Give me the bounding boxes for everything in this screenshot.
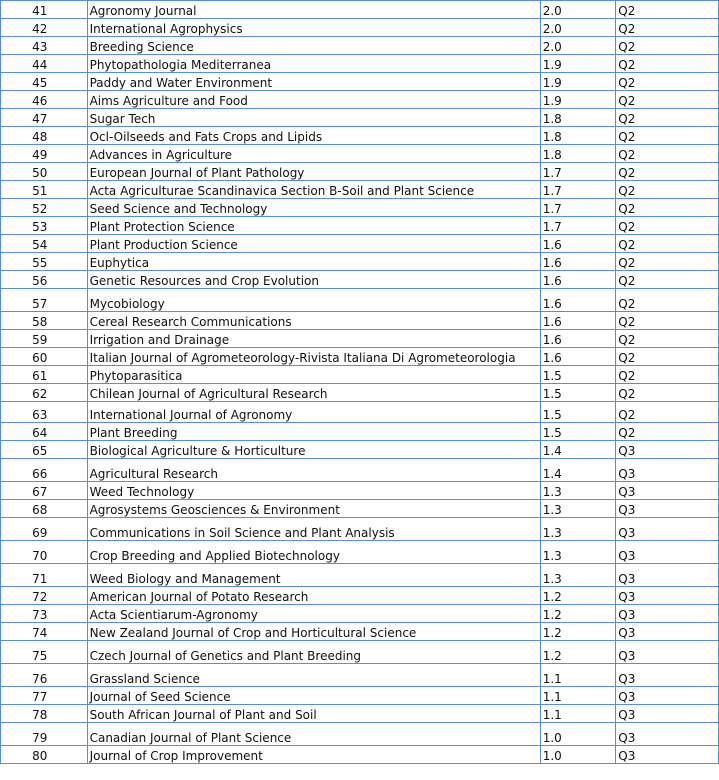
rank-cell: 44	[1, 55, 88, 73]
table-row	[1, 163, 719, 181]
rank-cell: 61	[1, 366, 88, 384]
quartile-cell: Q2	[616, 19, 719, 37]
table-row	[1, 641, 719, 664]
rank-cell: 45	[1, 73, 88, 91]
factor-cell: 1.0	[540, 746, 616, 764]
table-row	[1, 623, 719, 641]
quartile-cell: Q3	[616, 587, 719, 605]
table-row	[1, 482, 719, 500]
rank-cell: 49	[1, 145, 88, 163]
rank-cell: 72	[1, 587, 88, 605]
table-row	[1, 37, 719, 55]
quartile-cell: Q2	[616, 217, 719, 235]
journal-cell: Chilean Journal of Agricultural Research	[87, 384, 540, 402]
table-row	[1, 705, 719, 723]
factor-cell: 1.7	[540, 163, 616, 181]
rank-cell: 79	[1, 723, 88, 746]
journal-cell: New Zealand Journal of Crop and Horticultural Science	[87, 623, 540, 641]
quartile-cell: Q2	[616, 145, 719, 163]
factor-cell: 1.7	[540, 199, 616, 217]
factor-cell: 1.9	[540, 55, 616, 73]
table-row	[1, 723, 719, 746]
table-row	[1, 541, 719, 564]
factor-cell: 1.8	[540, 127, 616, 145]
table-row	[1, 384, 719, 402]
journal-cell: Irrigation and Drainage	[87, 330, 540, 348]
factor-cell: 2.0	[540, 37, 616, 55]
rank-cell: 60	[1, 348, 88, 366]
journal-cell: International Journal of Agronomy	[87, 402, 540, 423]
journal-cell: Acta Scientiarum-Agronomy	[87, 605, 540, 623]
factor-cell: 1.6	[540, 348, 616, 366]
journal-cell: Phytoparasitica	[87, 366, 540, 384]
quartile-cell: Q2	[616, 348, 719, 366]
journal-cell: Weed Biology and Management	[87, 564, 540, 587]
factor-cell: 1.5	[540, 384, 616, 402]
quartile-cell: Q2	[616, 199, 719, 217]
table-row	[1, 330, 719, 348]
quartile-cell: Q3	[616, 641, 719, 664]
quartile-cell: Q2	[616, 402, 719, 423]
factor-cell: 1.0	[540, 723, 616, 746]
factor-cell: 1.5	[540, 402, 616, 423]
rank-cell: 58	[1, 312, 88, 330]
table-row	[1, 1, 719, 19]
table-row	[1, 91, 719, 109]
quartile-cell: Q2	[616, 127, 719, 145]
quartile-cell: Q3	[616, 605, 719, 623]
rank-cell: 64	[1, 423, 88, 441]
quartile-cell: Q3	[616, 687, 719, 705]
quartile-cell: Q3	[616, 664, 719, 687]
table-row	[1, 55, 719, 73]
table-row	[1, 73, 719, 91]
rank-cell: 47	[1, 109, 88, 127]
factor-cell: 1.1	[540, 705, 616, 723]
factor-cell: 1.4	[540, 459, 616, 482]
journal-cell: Advances in Agriculture	[87, 145, 540, 163]
factor-cell: 1.3	[540, 518, 616, 541]
factor-cell: 2.0	[540, 19, 616, 37]
factor-cell: 1.2	[540, 623, 616, 641]
table-row	[1, 109, 719, 127]
table-row	[1, 145, 719, 163]
journal-cell: Phytopathologia Mediterranea	[87, 55, 540, 73]
journal-cell: Plant Production Science	[87, 235, 540, 253]
rank-cell: 77	[1, 687, 88, 705]
journal-cell: Mycobiology	[87, 289, 540, 312]
quartile-cell: Q2	[616, 271, 719, 289]
journal-cell: South African Journal of Plant and Soil	[87, 705, 540, 723]
factor-cell: 1.3	[540, 541, 616, 564]
rank-cell: 70	[1, 541, 88, 564]
quartile-cell: Q2	[616, 235, 719, 253]
journal-cell: Breeding Science	[87, 37, 540, 55]
factor-cell: 1.7	[540, 181, 616, 199]
factor-cell: 1.6	[540, 312, 616, 330]
quartile-cell: Q2	[616, 163, 719, 181]
table-row	[1, 746, 719, 764]
quartile-cell: Q2	[616, 384, 719, 402]
rank-cell: 56	[1, 271, 88, 289]
quartile-cell: Q2	[616, 289, 719, 312]
table-row	[1, 564, 719, 587]
table-row	[1, 687, 719, 705]
rank-cell: 63	[1, 402, 88, 423]
quartile-cell: Q2	[616, 312, 719, 330]
journal-cell: Crop Breeding and Applied Biotechnology	[87, 541, 540, 564]
journal-cell: Ocl-Oilseeds and Fats Crops and Lipids	[87, 127, 540, 145]
rank-cell: 57	[1, 289, 88, 312]
quartile-cell: Q2	[616, 253, 719, 271]
quartile-cell: Q3	[616, 623, 719, 641]
quartile-cell: Q3	[616, 500, 719, 518]
rank-cell: 42	[1, 19, 88, 37]
quartile-cell: Q2	[616, 109, 719, 127]
factor-cell: 1.5	[540, 366, 616, 384]
journal-cell: Journal of Crop Improvement	[87, 746, 540, 764]
rank-cell: 69	[1, 518, 88, 541]
journal-cell: Italian Journal of Agrometeorology-Rivista Italiana Di Agrometeorologia	[87, 348, 540, 366]
rank-cell: 59	[1, 330, 88, 348]
factor-cell: 1.3	[540, 564, 616, 587]
journal-cell: Aims Agriculture and Food	[87, 91, 540, 109]
rank-cell: 50	[1, 163, 88, 181]
factor-cell: 1.5	[540, 423, 616, 441]
journal-cell: Acta Agriculturae Scandinavica Section B-Soil and Plant Science	[87, 181, 540, 199]
rank-cell: 65	[1, 441, 88, 459]
quartile-cell: Q2	[616, 73, 719, 91]
table-row	[1, 402, 719, 423]
rank-cell: 54	[1, 235, 88, 253]
journal-cell: Seed Science and Technology	[87, 199, 540, 217]
journal-cell: Genetic Resources and Crop Evolution	[87, 271, 540, 289]
table-row	[1, 199, 719, 217]
quartile-cell: Q3	[616, 746, 719, 764]
table-row	[1, 664, 719, 687]
journal-cell: Agricultural Research	[87, 459, 540, 482]
journal-cell: Euphytica	[87, 253, 540, 271]
factor-cell: 1.9	[540, 73, 616, 91]
rank-cell: 75	[1, 641, 88, 664]
rank-cell: 73	[1, 605, 88, 623]
quartile-cell: Q2	[616, 423, 719, 441]
rank-cell: 71	[1, 564, 88, 587]
rank-cell: 66	[1, 459, 88, 482]
table-row	[1, 181, 719, 199]
journal-cell: Journal of Seed Science	[87, 687, 540, 705]
rank-cell: 52	[1, 199, 88, 217]
table-row	[1, 500, 719, 518]
journal-cell: Biological Agriculture & Horticulture	[87, 441, 540, 459]
table-row	[1, 441, 719, 459]
quartile-cell: Q3	[616, 459, 719, 482]
journal-cell: Plant Protection Science	[87, 217, 540, 235]
table-row	[1, 605, 719, 623]
rank-cell: 46	[1, 91, 88, 109]
rank-cell: 62	[1, 384, 88, 402]
factor-cell: 1.2	[540, 587, 616, 605]
journal-cell: Sugar Tech	[87, 109, 540, 127]
quartile-cell: Q2	[616, 366, 719, 384]
rank-cell: 67	[1, 482, 88, 500]
quartile-cell: Q3	[616, 564, 719, 587]
quartile-cell: Q2	[616, 181, 719, 199]
factor-cell: 1.8	[540, 145, 616, 163]
rank-cell: 74	[1, 623, 88, 641]
table-row	[1, 423, 719, 441]
journal-cell: Paddy and Water Environment	[87, 73, 540, 91]
table-row	[1, 348, 719, 366]
factor-cell: 1.3	[540, 482, 616, 500]
rank-cell: 55	[1, 253, 88, 271]
journal-cell: International Agrophysics	[87, 19, 540, 37]
quartile-cell: Q2	[616, 1, 719, 19]
rank-cell: 68	[1, 500, 88, 518]
factor-cell: 1.9	[540, 91, 616, 109]
quartile-cell: Q2	[616, 37, 719, 55]
rank-cell: 76	[1, 664, 88, 687]
quartile-cell: Q3	[616, 441, 719, 459]
table-row	[1, 312, 719, 330]
rank-cell: 78	[1, 705, 88, 723]
table-row	[1, 366, 719, 384]
quartile-cell: Q3	[616, 518, 719, 541]
factor-cell: 1.1	[540, 687, 616, 705]
factor-cell: 1.4	[540, 441, 616, 459]
rank-cell: 41	[1, 1, 88, 19]
journal-cell: Plant Breeding	[87, 423, 540, 441]
rank-cell: 43	[1, 37, 88, 55]
journal-cell: Weed Technology	[87, 482, 540, 500]
table-row	[1, 19, 719, 37]
quartile-cell: Q3	[616, 541, 719, 564]
table-row	[1, 518, 719, 541]
rank-cell: 53	[1, 217, 88, 235]
table-row	[1, 235, 719, 253]
table-row	[1, 217, 719, 235]
factor-cell: 1.6	[540, 330, 616, 348]
table-row	[1, 253, 719, 271]
factor-cell: 1.6	[540, 235, 616, 253]
quartile-cell: Q3	[616, 482, 719, 500]
factor-cell: 1.2	[540, 641, 616, 664]
table-body	[1, 0, 719, 764]
rank-cell: 51	[1, 181, 88, 199]
factor-cell: 1.1	[540, 664, 616, 687]
journal-cell: Communications in Soil Science and Plant Analysis	[87, 518, 540, 541]
factor-cell: 1.6	[540, 289, 616, 312]
quartile-cell: Q2	[616, 55, 719, 73]
journal-cell: Agronomy Journal	[87, 1, 540, 19]
quartile-cell: Q3	[616, 723, 719, 746]
quartile-cell: Q2	[616, 330, 719, 348]
factor-cell: 1.8	[540, 109, 616, 127]
factor-cell: 1.2	[540, 605, 616, 623]
factor-cell: 1.7	[540, 217, 616, 235]
journal-cell: American Journal of Potato Research	[87, 587, 540, 605]
journal-cell: Grassland Science	[87, 664, 540, 687]
rank-cell: 48	[1, 127, 88, 145]
factor-cell: 1.6	[540, 253, 616, 271]
rank-cell: 80	[1, 746, 88, 764]
quartile-cell: Q2	[616, 91, 719, 109]
quartile-cell: Q3	[616, 705, 719, 723]
factor-cell: 1.3	[540, 500, 616, 518]
journal-cell: Czech Journal of Genetics and Plant Breeding	[87, 641, 540, 664]
journal-cell: European Journal of Plant Pathology	[87, 163, 540, 181]
table-row	[1, 289, 719, 312]
table-row	[1, 587, 719, 605]
table-row	[1, 271, 719, 289]
factor-cell: 1.6	[540, 271, 616, 289]
journal-cell: Agrosystems Geosciences & Environment	[87, 500, 540, 518]
table-row	[1, 459, 719, 482]
journal-cell: Canadian Journal of Plant Science	[87, 723, 540, 746]
table-row	[1, 127, 719, 145]
journal-cell: Cereal Research Communications	[87, 312, 540, 330]
factor-cell: 2.0	[540, 1, 616, 19]
